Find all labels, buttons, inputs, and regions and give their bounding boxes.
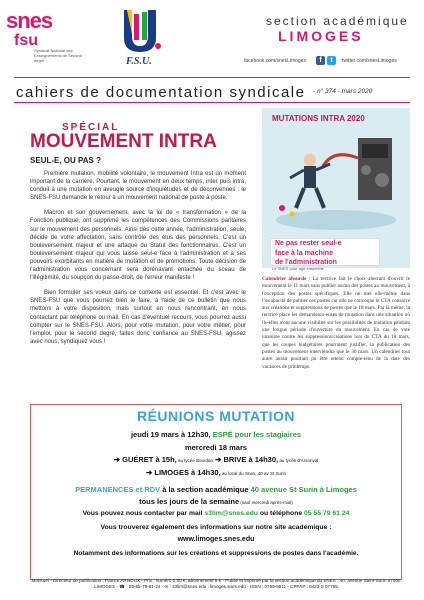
article-paragraph: Bien formuler ses voeux dans ce contexte est essentiel. Et c'est avec le SNES-FSU que vous pourrez bien le faire, à l'aide de ce bulletin que nous mettons à votre disposition, mais surtout en nous rencontrant, en nous contactant par téléphone ou mail. En cas d'éventuel recours, vous pourrez aussi compter sur le SNES-FSU. Alors, pour votre mutation, pour votre métier, pour l'emploi, pour le second degré, faites donc confiance au SNES-FSU, agissez avec nous, syndiquez vous ! [30,290,246,345]
permanences-days-note: (sauf mercredi après-midi) [239,500,293,505]
article-kicker: SPÉCIAL [62,122,120,133]
permanences-address: 40 avenue St Surin à Limoges [250,485,357,494]
poster-title [272,114,365,123]
website-link[interactable]: www.limoges.snes.edu [177,536,255,543]
meeting-limoges: ➔ LIMOGES à 14h30, [146,468,221,477]
website-intro: Vous trouverez également des informations sur notre site académique : [100,524,332,531]
website-note: Notamment des informations sur les créations et suppressions de postes dans l'académie. [73,550,359,557]
meeting-date-mercredi: mercredi 18 mars [184,443,248,452]
poster-title-a: MUTATIONS [272,114,319,123]
fsu-logo-text: F.S.U. [126,56,152,67]
city-title: LIMOGES [278,28,364,44]
article-paragraph: Macron et son gouvernement, avec la loi de « transformation » de la Fonction publique, ont supprimé les compétences des Commissions paritaires sur le mouvement des personnels. Ainsi dès cette année, l'administration, seule, décide de votre affectation, sans contrôle des élus des personnels. C'est un bouleversement majeur et une attaque du Statut des fonctionnaires. C'est un bouleversement majeur qui vous laisse seul-e face à l'administration et à ses pouvoirs exorbitants en matière de mutation et de promotions. Toute décision de l'administration vous concernant sera dorénavant entachée du sceau de l'illégitimité, du soupçon du passe-droit, de l'erreur manifeste ! [30,210,246,282]
meeting-place: ESPÉ pour les stagiaires [212,430,302,439]
contact-line [30,510,402,517]
meeting-line-limoges [30,468,402,477]
facebook-link[interactable]: facebook.com/snesLimoges [244,58,306,64]
permanences-text: à la section académique [160,485,251,494]
permanences-label: PERMANENCES et RDV [75,485,161,494]
meeting-line-stagiaires [30,430,402,439]
permanences-days [30,497,402,506]
snes-logo-subtitle: Syndicat National des Enseignements de Second degré [34,48,82,63]
article-paragraph: Première mutation, mobilité volontaire, le mouvement Intra est un moment important de la carrière. Pourtant, le mouvement en deux temps, inter puis intra, conduit à une mutation en aveugle source d'inquiétudes et de déconvenues : le SNES-FSU demande le retour à un mouvement national de poste à poste. [30,171,246,202]
contact-email[interactable]: s3lim@snes.edu [204,510,258,517]
meeting-date: jeudi 19 mars à 12h30, [130,430,213,439]
poster-slogan-box [270,238,380,266]
contact-text: Vous pouvez nous contacter par mail [82,510,205,517]
article-title: MOUVEMENT INTRA [30,131,217,152]
meeting-gueret: ➔ GUÉRET à 15h, [113,455,177,464]
twitter-link[interactable]: twitter.com/snesLimoges [342,58,397,64]
meetings-title: RÉUNIONS MUTATION [136,408,296,424]
meeting-gueret-place: au lycée Bourdan [176,458,214,463]
meeting-brive: ➔ BRIVE à 14h30, [213,455,279,464]
header-divider-bottom [14,102,410,103]
article-body [30,170,246,346]
poster-brand: Le SNES pour agir ensemble [272,266,324,271]
section-title: section académique [266,14,409,28]
permanences-line [30,485,402,494]
meeting-brive-place: au lycée d'Arsonval [278,458,319,463]
calendar-note [262,276,410,371]
poster-slogan-line: Ne pas rester seul-e [275,240,342,247]
article-subhead: SEUL-E, OU PAS ? [30,156,101,165]
footer-imprint: Mensuel - Directeur de publication : Patrice ARNOUX - Prix : numéro 0,50 €, abonnement 5 € - Publié et imprimé par la section académique du SNES : 40, avenue Saint-Surin 87000 LIMOGES - ☎ : 05-55-79-61-24 - ✉ : s3lim@snes.edu , limoges.snes.edu - ISSN : 0759-9811 - CPPAP : 0423 S 07785 [31,578,401,589]
poster-title-b: INTRA 2020 [320,114,365,123]
fsu-logo-mark [118,6,164,56]
snes-logo-fsu: fsu [14,32,38,49]
publication-title: cahiers de documentation syndicale [16,84,306,101]
header-divider-top [14,77,410,78]
snes-logo [6,8,82,63]
calendar-note-lead: Calendrier absurde [262,276,307,282]
meeting-limoges-place: au local du Snes, 40 av St Surin [220,471,286,476]
twitter-icon[interactable]: t [327,56,336,65]
poster-slogan-line: face à la machine [275,249,333,257]
poster-slogan-line: de l'administration [275,259,337,266]
issue-number: - n° 374 - mars 2020 [313,88,373,95]
calendar-note-text: : La rectrice fait le choix aberrant d'ouvrir le mouvement le 11 mars sans publier aucun des postes au mouvement, à l'exception des postes spécifiques. Elle ne met elle-même dans l'incapacité de publier ces postes car elle ne convoque le CTA consacré aux créations et suppressions de postes que le 18 mars. Par là même, la rectrice place les demandeurs-euses de mutation dans une situation où ils-elles n'ont aucune visibilité sur les possibilités de mutation pendant une longue période d'ouverture du mouvement. En cas de vote unanime contre les suppressions/créations lors du CTA du 18 mars, que les coupes budgétaires pourraient justifier, la publication des postes au mouvement interviendra que le 30 mars. Un calendrier tout autre aurait pourtant pu être retenu compte-tenu de la date des vacances de printemps. [262,276,410,370]
facebook-icon[interactable]: f [316,56,325,65]
meeting-line-gueret-brive [30,455,402,464]
contact-text-2: ou téléphone [257,510,305,517]
permanences-days-text: tous les jours de la semaine [139,497,240,506]
snes-logo-word: snes [6,8,53,33]
contact-phone[interactable]: 05 55 79 61 24 [304,510,350,517]
fsu-logo [118,6,164,70]
